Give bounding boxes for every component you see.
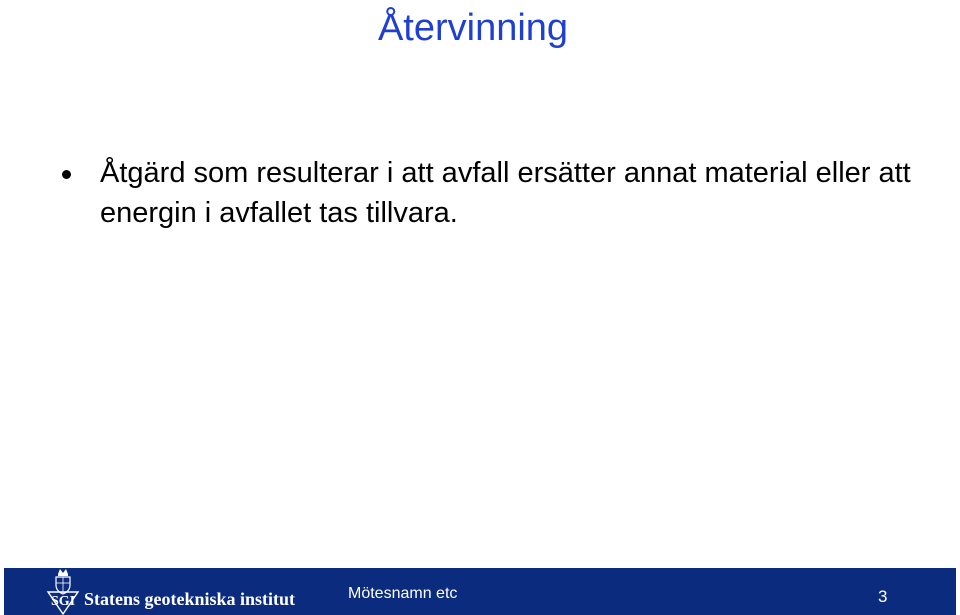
bullet-item [62,153,922,233]
meeting-name: Mötesnamn etc [348,585,458,602]
organization-name: Statens geotekniska institut [84,589,296,609]
bullet-text: Åtgärd som resulterar i att avfall ersätter annat material eller att energin i avfallet tas tillvara. [100,157,911,229]
bullet-dot-icon [62,170,71,179]
slide-title: Återvinning [377,7,569,49]
bullet-list [62,153,922,233]
page-number: 3 [878,587,888,606]
svg-text:SGI: SGI [50,594,76,609]
footer-bar [4,568,956,615]
sgi-logo-icon [42,568,84,615]
